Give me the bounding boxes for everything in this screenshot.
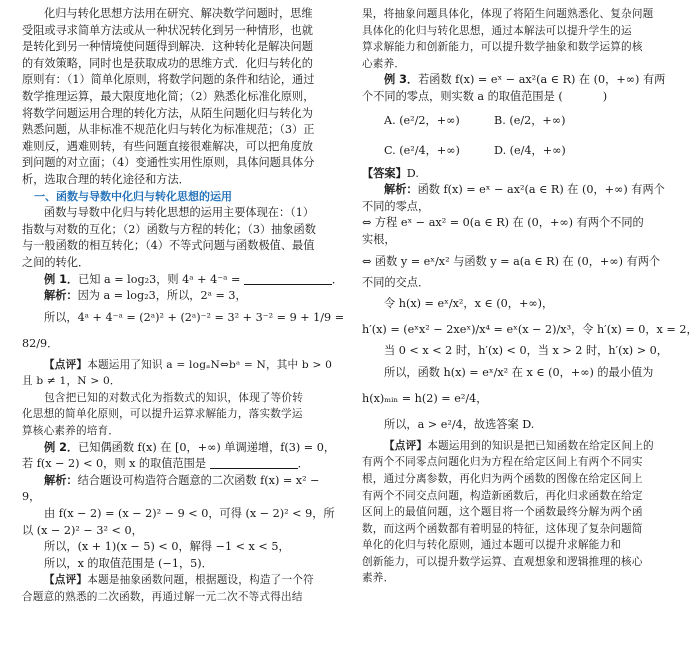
intro-line: 到问题的对立面；（4）变通性实用性原则，具体问题具体分 (22, 156, 315, 170)
section-heading: 一、函数与导数中化归与转化思想的运用 (34, 189, 232, 203)
example-1: 例 1．已知 a = log₂3，则 4ᵃ + 4⁻ᵃ = ． (44, 272, 344, 286)
comment-line: 果，将抽象问题具体化，体现了将陌生问题熟悉化、复杂问题 (362, 8, 654, 20)
comment-text: 本题是抽象函数问题，根据题设，构造了一个符 (87, 574, 314, 587)
example-3 (362, 72, 684, 89)
intro-line: 将数学问题运用合理的转化方法，从陌生问题化归与转化为 (22, 106, 313, 120)
paren-close: ) (602, 89, 608, 103)
comment-line: 有两个不同零点问题化归为方程在给定区间上有两个不同实 (362, 456, 643, 469)
example-2-text: 已知偶函数 f(x) 在 [0，+∞) 单调递增，f(3) = 0， (78, 440, 336, 454)
solution-line: 所以，(x + 1)(x − 5) < 0，解得 −1 < x < 5， (44, 540, 290, 554)
example-3-text-2: 个不同的零点，则实数 a 的取值范围是 ( (362, 89, 563, 103)
comment-line: 且 b ≠ 1，N > 0． (22, 375, 121, 388)
section-intro-line: 函数与导数中化归与转化思想的运用主要体现在：（1） (44, 206, 315, 220)
intro-line: 受阻或寻求简单方法或从一种状况转化到另一种情形，也就 (22, 23, 313, 37)
solution-line: ⇔ 方程 eˣ − ax² = 0(a ∈ R) 在 (0，+∞) 有两个不同的 (362, 216, 644, 230)
comment-line: 化思想的简单化原则，可以提升运算求解能力，落实数学运 (22, 408, 303, 421)
intro-line: 难则反，遇难则转，有些问题直接很难解决，可以把角度放 (22, 139, 313, 153)
option-d: D. (e/4，+∞) (494, 143, 566, 157)
solution-line: 实根， (362, 232, 396, 246)
solution-line: 9， (22, 490, 41, 504)
intro-line: 析，选取合理的转化途径和方法． (22, 172, 190, 186)
comment-line: 有两个不同交点问题，构造新函数后，再化归求函数在给定 (362, 489, 643, 502)
example-3-label: 例 3． (384, 73, 419, 87)
example-2-text-2: 若 f(x − 2) < 0，则 x 的取值范围是 (22, 457, 207, 471)
comment-label: 【点评】 (384, 439, 428, 452)
solution-line: 所以，4ᵃ + 4⁻ᵃ = (2ᵃ)² + (2ᵃ)⁻² = 3² + 3⁻² = 9 + 1/9 = (44, 310, 345, 324)
answer-line (362, 166, 684, 183)
solution-line: ⇔ 函数 y = eˣ/x² 与函数 y = a(a ∈ R) 在 (0，+∞) 有两个 (362, 254, 661, 268)
comment-line: 区间上的最值问题，这个题目将一个函数最终分解为两个函 (362, 506, 643, 519)
solution-line: h(x)ₘᵢₙ = h(2) = e²/4， (362, 391, 488, 405)
solution-line: 所以，函数 h(x) = eˣ/x² 在 x ∈ (0，+∞) 的最小值为 (384, 365, 654, 379)
options-row (362, 136, 684, 166)
intro-line: 化归与转化思想方法用在研究、解决数学问题时，思维 (44, 7, 313, 20)
solution-label: 解析： (44, 289, 78, 303)
comment-line: 创新能力，可以提升数学运算、直观想象和逻辑推理的核心 (362, 555, 643, 568)
answer-blank (210, 456, 298, 469)
option-a: A. (e²/2，+∞) (384, 113, 460, 127)
example-3-line (362, 89, 684, 106)
solution-line: 82/9． (22, 336, 59, 350)
solution-line: 当 0 < x < 2 时，h′(x) < 0，当 x > 2 时，h′(x) > 0， (384, 344, 668, 358)
comment-line: 具体化的化归与转化思想，通过本解法可以提升学生的运 (362, 24, 632, 37)
comment-label: 【点评】 (44, 358, 88, 371)
comment-text: 本题运用了知识 a = logₐN⇔bᵃ = N，其中 b > 0 (87, 358, 333, 371)
comment-line: 单化的化归与转化原则，通过本题可以提升求解能力和 (362, 539, 622, 552)
comment-3 (362, 438, 684, 455)
answer-text: D. (406, 166, 419, 180)
intro-line: 熟悉问题，从非标准不规范化归与转化为标准规范；（3）正 (22, 123, 315, 137)
solution-line: h′(x) = (eˣx² − 2xeˣ)/x⁴ = eˣ(x − 2)/x³，令 h′(x) = 0，x = 2， (362, 323, 698, 337)
section-intro-line: 与一般函数的相互转化；（4）不等式问题与函数极值、最值 (22, 239, 315, 253)
comment-text: 本题运用到的知识是把已知函数在给定区间上的 (427, 439, 654, 452)
solution-text: 因为 a = log₂3，所以，2ᵃ = 3， (77, 289, 247, 303)
solution-text: 结合题设可构造符合题意的二次函数 f(x) = x² − (77, 473, 320, 487)
comment-line: 素养． (362, 572, 395, 585)
solution-line: 不同的交点． (362, 275, 430, 289)
solution-line: 所以，x 的取值范围是 (−1，5)． (44, 556, 213, 570)
solution-line: 由 f(x − 2) = (x − 2)² − 9 < 0，可得 (x − 2)² < 9，所 (44, 507, 335, 521)
example-2-label: 例 2． (44, 440, 79, 454)
solution-label: 解析： (44, 473, 78, 487)
option-b: B. (e/2，+∞) (494, 113, 566, 127)
options-row (362, 106, 684, 136)
intro-line: 是转化到另一种情境使问题得到解决．这种转化是解决问题 (22, 40, 313, 54)
intro-line: 数学推理运算，最大限度地化简；（2）熟悉化标准化原则， (22, 89, 315, 103)
example-2-line: 若 f(x − 2) < 0，则 x 的取值范围是 ． (22, 457, 309, 471)
intro-line: 的有效策略，同时也是获取成功的思维方式．化归与转化的 (22, 56, 313, 70)
left-column (22, 6, 345, 606)
section-intro-line: 指数与对数的互化；（2）函数与方程的转化；（3）抽象函数 (22, 222, 316, 236)
example-3-text: 若函数 f(x) = eˣ − ax²(a ∈ R) 在 (0，+∞) 有两 (418, 73, 666, 87)
comment-line: 心素养． (362, 57, 406, 70)
solution-line: 所以，a > e²/4，故选答案 D. (384, 417, 535, 431)
comment-1 (22, 357, 340, 374)
comment-line: 数，而这两个函数都有着明显的特征，这体现了复杂问题简 (362, 522, 643, 535)
solution-line: 令 h(x) = eˣ/x²，x ∈ (0，+∞)， (384, 297, 554, 311)
comment-line: 合题意的熟悉的二次函数，再通过解一元二次不等式得出结 (22, 591, 303, 603)
solution-label: 解析： (384, 183, 418, 197)
solution-text: 函数 f(x) = eˣ − ax²(a ∈ R) 在 (0，+∞) 有两个 (417, 183, 665, 197)
example-3-solution (362, 182, 684, 199)
example-2 (22, 440, 340, 457)
comment-line: 算求解能力和创新能力，可以提升数学抽象和数学运算的核 (362, 41, 643, 54)
example-1-label: 例 1． (44, 272, 79, 286)
comment-line: 算核心素养的培育． (22, 425, 120, 438)
intro-line: 原则有：（1）简单化原则，将数学问题的条件和结论，通过 (22, 73, 315, 87)
comment-line: 包含把已知的对数式化为指数式的知识，体现了等价转 (44, 391, 304, 404)
example-1-text: 已知 a = log₂3，则 4ᵃ + 4⁻ᵃ = (78, 272, 241, 286)
solution-line: 以 (x − 2)² − 3² < 0， (22, 523, 143, 537)
comment-line: 根，通过分离参数，再化归为两个函数的图像在给定区间上 (362, 472, 643, 485)
solution-line: 不同的零点， (362, 199, 430, 213)
example-2-solution (22, 473, 340, 490)
answer-label: 【答案】 (362, 166, 407, 180)
example-1-solution (22, 288, 340, 305)
right-column (362, 6, 698, 587)
comment-2 (22, 572, 340, 589)
comment-label: 【点评】 (44, 574, 88, 587)
section-intro-line: 之间的转化． (22, 255, 90, 269)
option-c: C. (e²/4，+∞) (384, 143, 460, 157)
answer-blank (244, 272, 332, 285)
